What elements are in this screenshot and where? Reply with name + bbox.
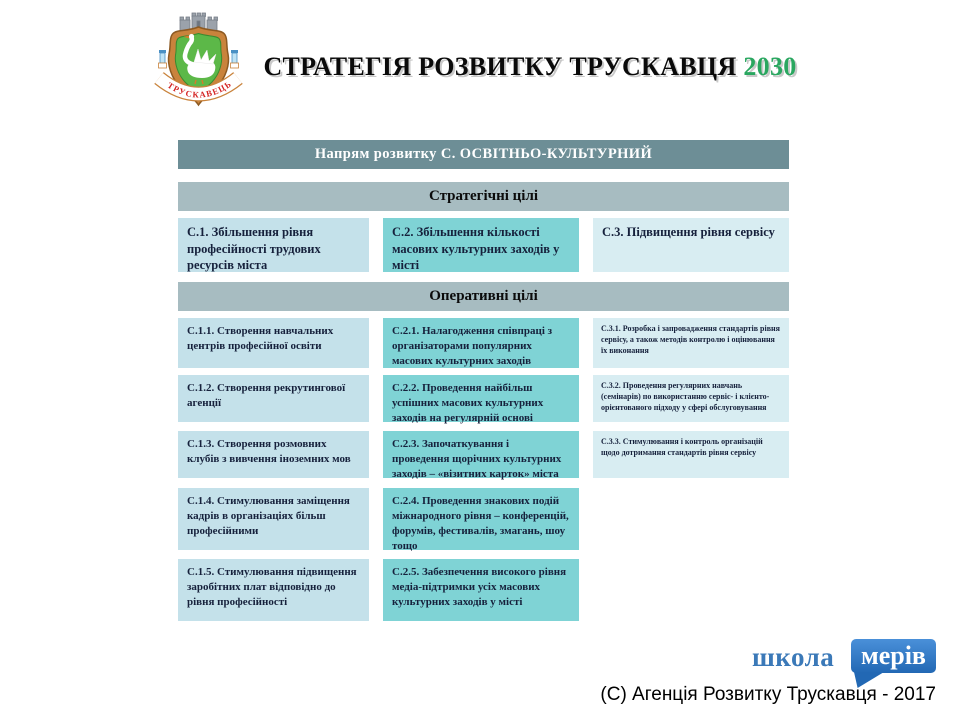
copyright-text: (С) Агенція Розвитку Трускавця - 2017 <box>600 684 936 705</box>
crest-banner-text: ТРУСКАВЕЦЬ <box>165 78 234 100</box>
op-goal-c3-2: С.3.2. Проведення регулярних навчань (семінарів) по використанню сервіс- і клієнто-орієнтованого підходу у сфері обслуговування <box>593 375 789 422</box>
strategic-goal-c1: С.1. Збільшення рівня професійності трудових ресурсів міста <box>178 218 369 272</box>
op-goal-c3-1: С.3.1. Розробка і запровадження стандартів рівня сервісу, а також методів контролю і оцінювання їх виконання <box>593 318 789 368</box>
op-goal-c2-2: С.2.2. Проведення найбільш успішних масових культурних заходів на регулярній основі <box>383 375 579 422</box>
op-goal-c1-1: С.1.1. Створення навчальних центрів професійної освіти <box>178 318 369 368</box>
logo-word-meriv-bubble: мерів <box>851 639 936 673</box>
strategic-goal-c2: С.2. Збільшення кількості масових культурних заходів у місті <box>383 218 579 272</box>
operational-goals-header: Оперативні цілі <box>178 282 789 311</box>
page-title <box>240 50 820 84</box>
fountain-left-icon <box>159 50 167 68</box>
strategic-goal-c3: С.3. Підвищення рівня сервісу <box>593 218 789 272</box>
title-year: 2030 <box>743 52 797 81</box>
op-goal-c3-3: С.3.3. Стимулювання і контроль організацій щодо дотримання стандартів рівня сервісу <box>593 431 789 478</box>
op-goal-c2-3: С.2.3. Започаткування і проведення щорічних культурних заходів – «візитних карток» міста <box>383 431 579 478</box>
op-goal-c2-4: С.2.4. Проведення знакових подій міжнародного рівня – конференцій, форумів, фестивалів, змагань, шоу тощо <box>383 488 579 550</box>
op-goal-c1-3: С.1.3. Створення розмовних клубів з вивчення іноземних мов <box>178 431 369 478</box>
op-goal-c1-2: С.1.2. Створення рекрутингової агенції <box>178 375 369 422</box>
op-goal-c2-5: С.2.5. Забезпечення високого рівня медіа-підтримки усіх масових культурних заходів у місті <box>383 559 579 621</box>
direction-header: Напрям розвитку С. ОСВІТНЬО-КУЛЬТУРНИЙ <box>178 140 789 169</box>
truskavets-crest-icon <box>151 12 246 114</box>
logo-word-shkola: школа <box>752 642 835 672</box>
op-goal-c1-4: С.1.4. Стимулювання заміщення кадрів в організаціях більш професійними <box>178 488 369 550</box>
title-main: СТРАТЕГІЯ РОЗВИТКУ ТРУСКАВЦЯ <box>263 52 737 81</box>
op-goal-c2-1: С.2.1. Налагодження співпраці з організаторами популярних масових культурних заходів <box>383 318 579 368</box>
fountain-right-icon <box>231 50 239 68</box>
strategic-goals-header: Стратегічні цілі <box>178 182 789 211</box>
op-goal-c1-5: С.1.5. Стимулювання підвищення заробітних плат відповідно до рівня професійності <box>178 559 369 621</box>
